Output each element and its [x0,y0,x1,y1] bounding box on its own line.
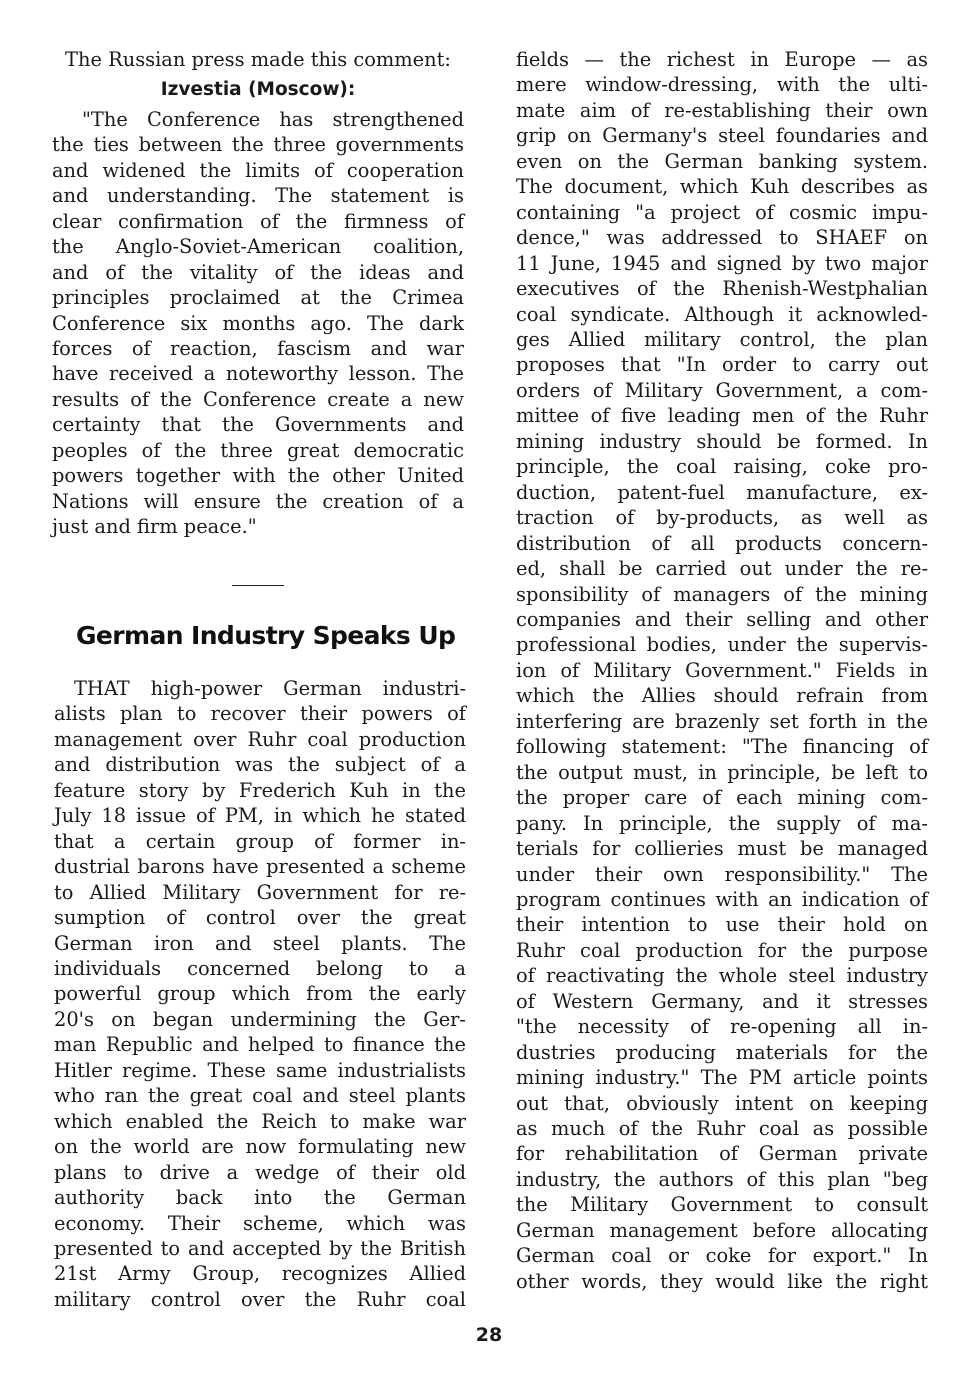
text-line: German iron and steel plants. The [54,931,466,955]
text-line: to Allied Military Government for re- [54,880,466,904]
article-right-column [516,47,928,1294]
text-line: 20's on began undermining the Ger- [54,1007,466,1031]
text-line: have received a noteworthy lesson. The [52,362,464,386]
text-line: coal syndicate. Although it acknowled- [516,302,928,326]
intro-line: The Russian press made this comment: [65,48,451,71]
text-line: which the Allies should refrain from [516,684,928,708]
text-line: that a certain group of former in- [54,829,466,853]
text-line: The document, which Kuh describes as [516,175,928,199]
text-line: management over Ruhr coal production [54,727,466,751]
article-left-column [54,676,466,1312]
text-line: industry, the authors of this plan "beg [516,1167,928,1191]
text-line: executives of the Rhenish-Westphalian [516,277,928,301]
text-line: just and firm peace." [52,515,257,539]
text-line: German coal or coke for export." In [516,1244,928,1268]
text-line: ion of Military Government." Fields in [516,658,928,682]
text-line: which enabled the Reich to make war [54,1109,466,1133]
text-line: presented to and accepted by the British [54,1236,466,1260]
text-line: man Republic and helped to finance the [54,1033,466,1057]
text-line: 21st Army Group, recognizes Allied [54,1262,466,1286]
text-line: ges Allied military control, the plan [516,327,928,351]
text-line: traction of by-products, as well as [516,506,928,530]
text-line: Nations will ensure the creation of a [52,489,464,513]
text-line: mittee of five leading men of the Ruhr [516,404,928,428]
section-divider [232,585,284,586]
text-line: peoples of the three great democratic [52,438,464,462]
text-line: sponsibility of managers of the mining [516,582,928,606]
text-line: who ran the great coal and steel plants [54,1084,466,1108]
text-line: individuals concerned belong to a [54,956,466,980]
left-column-top [52,47,464,540]
text-line: program continues with an indication of [516,887,928,911]
text-line: forces of reaction, fascism and war [52,336,464,360]
text-line: proposes that "In order to carry out [516,353,928,377]
text-line: the output must, in principle, be left to [516,760,928,784]
text-line: the Military Government to consult [516,1193,928,1217]
text-line: results of the Conference create a new [52,387,464,411]
text-line: feature story by Frederich Kuh in the [54,778,466,802]
text-line: and of the vitality of the ideas and [52,260,464,284]
text-line: terials for collieries must be managed [516,837,928,861]
text-line: mere window-dressing, with the ulti- [516,73,928,97]
text-line: even on the German banking system. [516,149,928,173]
page-number: 28 [475,1324,503,1346]
text-line: on the world are now formulating new [54,1135,466,1159]
text-line: under their own responsibility." The [516,862,928,886]
text-line: powers together with the other United [52,464,464,488]
text-line: principle, the coal raising, coke pro- [516,455,928,479]
text-line: German management before allocating [516,1218,928,1242]
text-line: of reactivating the whole steel industry [516,964,928,988]
text-line: mining industry." The PM article points [516,1066,928,1090]
text-line: of Western Germany, and it stresses [516,989,928,1013]
text-line: "the necessity of re-opening all in- [516,1015,928,1039]
text-line: for rehabilitation of German private [516,1142,928,1166]
text-line: containing "a project of cosmic impu- [516,200,928,224]
article-headline: German Industry Speaks Up [76,621,456,650]
quote-block [52,107,464,540]
text-line: and widened the limits of cooperation [52,158,464,182]
text-line: orders of Military Government, a com- [516,378,928,402]
text-line: plans to drive a wedge of their old [54,1160,466,1184]
text-line: certainty that the Governments and [52,413,464,437]
text-line: Conference six months ago. The dark [52,311,464,335]
text-line: mining industry should be formed. In [516,429,928,453]
source-label: Izvestia (Moscow): [160,79,356,101]
text-line: mate aim of re-establishing their own [516,98,928,122]
text-line: "The Conference has strengthened [82,107,464,131]
text-line: the proper care of each mining com- [516,786,928,810]
text-line: duction, patent-fuel manufacture, ex- [516,480,928,504]
text-line: alists plan to recover their powers of [54,702,466,726]
text-line: following statement: "The financing of [516,735,928,759]
text-line: and understanding. The statement is [52,184,464,208]
text-line: authority back into the German [54,1186,466,1210]
text-line: powerful group which from the early [54,982,466,1006]
text-line: and distribution was the subject of a [54,753,466,777]
text-line: dustrial barons have presented a scheme [54,855,466,879]
text-line: other words, they would like the right [516,1269,928,1293]
text-line: companies and their selling and other [516,607,928,631]
text-line: clear confirmation of the firmness of [52,209,464,233]
text-line: their intention to use their hold on [516,913,928,937]
text-line: economy. Their scheme, which was [54,1211,466,1235]
text-line: pany. In principle, the supply of ma- [516,811,928,835]
text-line: sumption of control over the great [54,906,466,930]
text-line: the ties between the three governments [52,133,464,157]
text-line: principles proclaimed at the Crimea [52,286,464,310]
text-line: interfering are brazenly set forth in the [516,709,928,733]
text-line: as much of the Ruhr coal as possible [516,1117,928,1141]
text-line: dence," was addressed to SHAEF on [516,226,928,250]
text-line: THAT high-power German industri- [74,677,466,700]
text-line: the Anglo-Soviet-American coalition, [52,235,464,259]
text-line: Hitler regime. These same industrialists [54,1058,466,1082]
text-line: military control over the Ruhr coal [54,1287,466,1311]
text-line: 11 June, 1945 and signed by two major [516,251,928,275]
text-line: ed, shall be carried out under the re- [516,557,928,581]
text-line: dustries producing materials for the [516,1040,928,1064]
text-line: professional bodies, under the supervis- [516,633,928,657]
text-line: Ruhr coal production for the purpose [516,938,928,962]
text-line: grip on Germany's steel foundaries and [516,124,928,148]
text-line: out that, obviously intent on keeping [516,1091,928,1115]
text-line: July 18 issue of PM, in which he stated [54,804,466,828]
text-line: distribution of all products concern- [516,531,928,555]
text-line: fields — the richest in Europe — as [516,48,928,71]
